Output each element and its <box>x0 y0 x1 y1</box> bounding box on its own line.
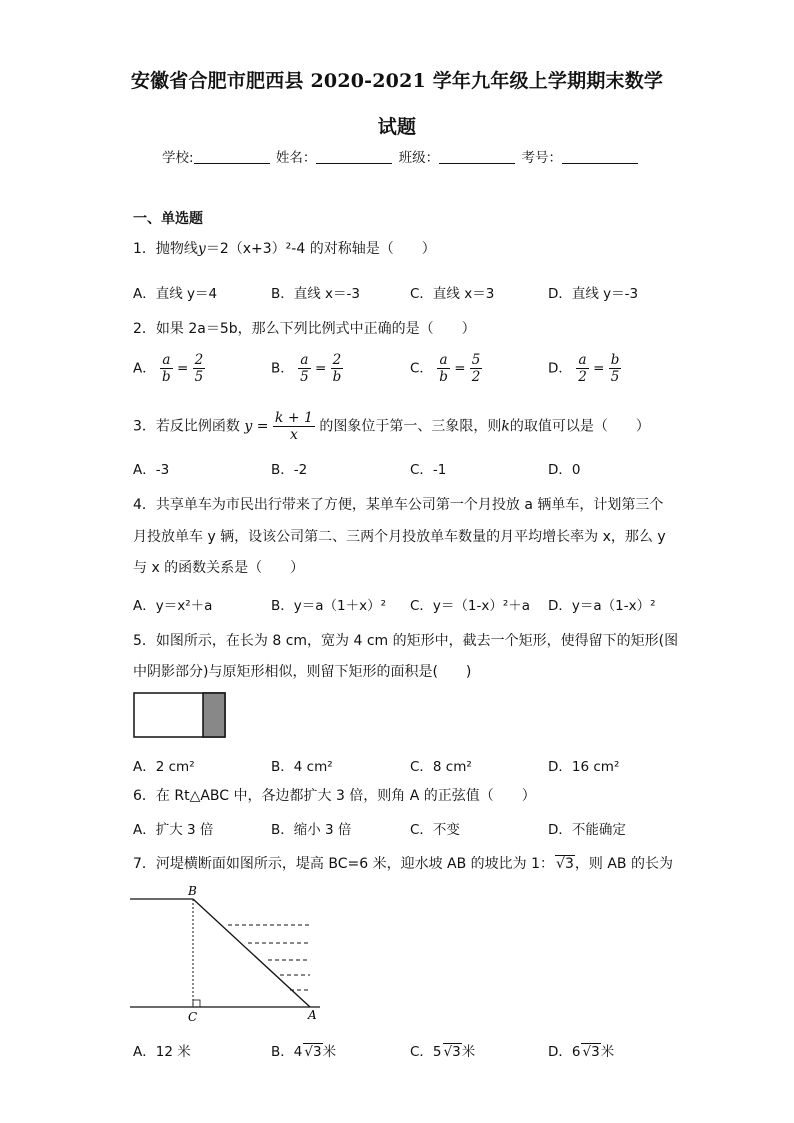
section-heading: 一、单选题 <box>133 211 203 227</box>
question-3 <box>133 410 650 443</box>
q7-b-sqrt: √3 <box>304 1044 322 1060</box>
q2-a-eq: = <box>177 360 189 377</box>
q7-d-unit: 米 <box>600 1044 615 1060</box>
q5-option-d[interactable]: D．16 cm² <box>548 759 620 775</box>
q1-prefix: 1．抛物线 <box>133 241 198 257</box>
school-label: 学校: <box>162 150 194 166</box>
q2-b-frac1: $\frac{a}{5}$ <box>300 352 309 385</box>
q2-d-frac1: $\frac{a}{2}$ <box>578 352 587 385</box>
title-line-1: 安徽省合肥市肥西县 2020-2021 学年九年级上学期期末数学 <box>130 70 664 92</box>
q1-option-c[interactable]: C．直线 x＝3 <box>410 286 495 302</box>
q2-b-frac2: $\frac{2}{b}$ <box>332 352 342 385</box>
q1-text: ＝2（x+3）²-4 的对称轴是（ ） <box>205 241 436 257</box>
q7-c-sqrt: √3 <box>443 1044 461 1060</box>
q7-c-unit: 米 <box>461 1044 476 1060</box>
q3-option-c[interactable]: C．-1 <box>410 462 447 478</box>
name-label: 姓名： <box>275 150 317 166</box>
q7-option-b[interactable] <box>271 1040 336 1060</box>
school-blank[interactable] <box>194 151 270 164</box>
question-5-line-2: 中阴影部分)与原矩形相似，则留下矩形的面积是( ) <box>133 664 472 680</box>
q7-text-end: ，则 AB 的长为 <box>574 856 673 872</box>
q1-var: y <box>197 241 206 257</box>
q7-option-d[interactable] <box>548 1040 614 1060</box>
q6-option-b[interactable]: B．缩小 3 倍 <box>271 822 352 838</box>
q3-prefix: 3．若反比例函数 <box>133 418 240 435</box>
q2-c-frac2: $\frac{5}{2}$ <box>471 352 481 385</box>
q3-option-d[interactable]: D．0 <box>548 462 581 478</box>
q3-option-a[interactable]: A．-3 <box>133 462 170 478</box>
q3-y: y = <box>244 418 269 435</box>
q5-rectangle-figure <box>133 692 227 738</box>
q2-d-eq: = <box>593 360 605 377</box>
q3-k: k <box>501 418 510 435</box>
q4-option-a[interactable]: A．y＝x²＋a <box>133 598 213 614</box>
q7-label-c: C <box>188 1010 198 1024</box>
q1-option-b[interactable]: B．直线 x＝-3 <box>271 286 361 302</box>
q7-b-unit: 米 <box>322 1044 337 1060</box>
q6-option-d[interactable]: D．不能确定 <box>548 822 626 838</box>
q2-d-label: D． <box>548 360 572 377</box>
q2-option-c[interactable] <box>410 352 482 385</box>
q2-d-frac2: $\frac{b}{5}$ <box>610 352 620 385</box>
q7-d-sqrt: √3 <box>582 1044 600 1060</box>
number-blank[interactable] <box>562 151 638 164</box>
q2-a-frac1: $\frac{a}{b}$ <box>162 352 171 385</box>
q7-embankment-figure <box>130 880 330 1025</box>
q7-option-a[interactable]: A．12 米 <box>133 1044 191 1060</box>
q2-option-a[interactable] <box>133 352 205 385</box>
q1-option-a[interactable]: A．直线 y＝4 <box>133 286 218 302</box>
q3-text-end: 的取值可以是（ ） <box>509 418 650 435</box>
class-blank[interactable] <box>439 151 515 164</box>
q7-text: 7．河堤横断面如图所示，堤高 BC=6 米，迎水坡 AB 的坡比为 1： <box>133 856 555 872</box>
q3-fraction: $\frac{k + 1}{x}$ <box>274 410 313 443</box>
q2-c-frac1: $\frac{a}{b}$ <box>439 352 448 385</box>
q7-c-coef: C．5 <box>410 1044 442 1060</box>
q7-option-c[interactable] <box>410 1040 475 1060</box>
name-blank[interactable] <box>316 151 392 164</box>
class-label: 班级： <box>398 150 440 166</box>
question-5-line-1: 5．如图所示，在长为 8 cm，宽为 4 cm 的矩形中，截去一个矩形，使得留下的矩形(图 <box>133 633 679 649</box>
q2-c-label: C． <box>410 360 433 377</box>
q2-a-frac2: $\frac{2}{5}$ <box>194 352 204 385</box>
q6-option-a[interactable]: A．扩大 3 倍 <box>133 822 214 838</box>
q7-label-b: B <box>188 884 197 898</box>
question-1 <box>133 238 436 258</box>
q4-option-d[interactable]: D．y＝a（1-x）² <box>548 598 656 614</box>
q5-option-c[interactable]: C．8 cm² <box>410 759 472 775</box>
q5-option-b[interactable]: B．4 cm² <box>271 759 333 775</box>
q3-option-b[interactable]: B．-2 <box>271 462 308 478</box>
q3-text: 的图象位于第一、三象限，则 <box>319 418 502 435</box>
student-info-row <box>162 146 640 166</box>
question-6: 6．在 Rt△ABC 中，各边都扩大 3 倍，则角 A 的正弦值（ ） <box>133 788 536 804</box>
q4-option-b[interactable]: B．y＝a（1＋x）² <box>271 598 387 614</box>
q1-option-d[interactable]: D．直线 y＝-3 <box>548 286 639 302</box>
question-4-line-1: 4．共享单车为市民出行带来了方便，某单车公司第一个月投放 a 辆单车，计划第三个 <box>133 497 664 513</box>
q2-b-eq: = <box>314 360 327 377</box>
question-7 <box>133 853 673 873</box>
q2-a-label: A． <box>133 360 156 377</box>
q6-option-c[interactable]: C．不变 <box>410 822 460 838</box>
q7-label-a: A <box>308 1008 317 1022</box>
title-line-2: 试题 <box>377 116 417 138</box>
q2-option-b[interactable] <box>271 352 343 385</box>
q2-c-eq: = <box>454 360 466 377</box>
question-4-line-2: 月投放单车 y 辆，设该公司第二、三两个月投放单车数量的月平均增长率为 x，那么 y <box>133 529 666 545</box>
q5-option-a[interactable]: A．2 cm² <box>133 759 195 775</box>
q4-option-c[interactable]: C．y＝（1-x）²＋a <box>410 598 531 614</box>
number-label: 考号： <box>521 150 562 166</box>
question-2: 2．如果 2a＝5b，那么下列比例式中正确的是（ ） <box>133 321 476 337</box>
q2-option-d[interactable] <box>548 352 621 385</box>
question-4-line-3: 与 x 的函数关系是（ ） <box>133 560 305 576</box>
q5-shaded-rect <box>203 693 225 737</box>
q2-b-label: B． <box>271 360 294 377</box>
q7-d-coef: D．6 <box>548 1044 581 1060</box>
q7-sqrt: √3 <box>556 856 574 872</box>
q7-b-coef: B．4 <box>271 1044 303 1060</box>
